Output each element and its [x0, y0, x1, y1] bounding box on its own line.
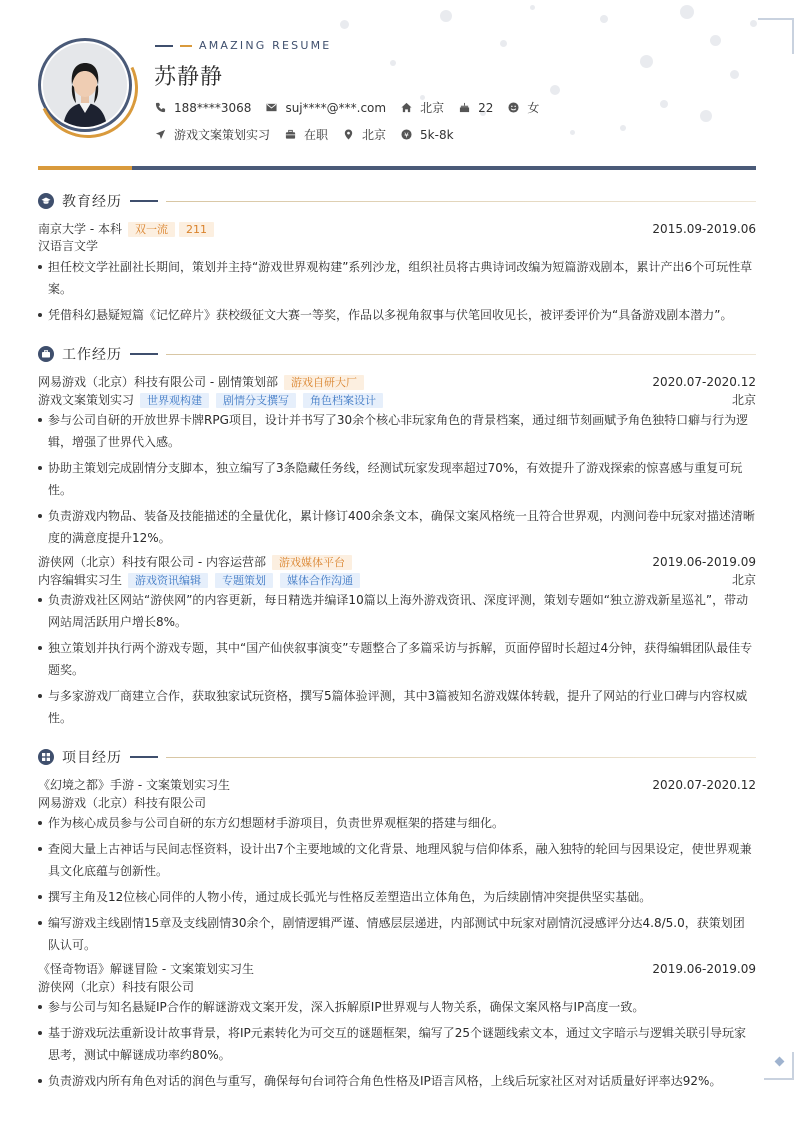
project-bullet: 撰写主角及12位核心同伴的人物小传，通过成长弧光与性格反差塑造出立体角色，为后续剧情冲突提供坚实基础。 [38, 886, 756, 908]
project-heading-line [38, 961, 756, 977]
education-tag: 211 [179, 222, 214, 237]
project-bullet: 负责游戏内所有角色对话的润色与重写，确保每句台词符合角色性格及IP语言风格，上线后玩家社区对对话质量好评率达92%。 [38, 1070, 756, 1092]
section-dash [130, 200, 158, 202]
project-company: 游侠网（北京）科技有限公司 [38, 980, 195, 994]
phone-text[interactable]: 188****3068 [174, 100, 252, 115]
home-icon [401, 102, 412, 113]
cake-icon [459, 102, 470, 113]
intent-city-text: 北京 [362, 128, 387, 142]
role-tag: 专题策划 [215, 573, 273, 588]
phone-item [155, 101, 251, 115]
section-header-education [38, 191, 756, 211]
education-major: 汉语言文学 [38, 239, 99, 253]
job-intent-row [155, 126, 469, 143]
project-bullet: 参与公司与知名悬疑IP合作的解谜游戏文案开发，深入拆解原IP世界观与人物关系，确保文案风格与IP高度一致。 [38, 996, 756, 1018]
svg-text:¥: ¥ [404, 130, 409, 140]
briefcase-icon [38, 346, 54, 362]
work-bullet: 负责游戏社区网站“游侠网”的内容更新，每日精选并编译10篇以上海外游戏资讯、深度评测，策划专题如“独立游戏新星巡礼”，带动网站周活跃用户增长8%。 [38, 589, 756, 633]
role-tag: 剧情分支撰写 [216, 393, 296, 408]
work-role-line [38, 572, 756, 588]
tagline [155, 39, 331, 52]
phone-icon [155, 102, 166, 113]
section-header-project [38, 747, 756, 767]
salary-item [401, 128, 454, 142]
section-line [166, 757, 756, 758]
education-tag: 双一流 [128, 222, 175, 237]
project-company-line [38, 979, 756, 995]
age-text: 22 [478, 100, 494, 115]
city-text: 北京 [420, 101, 445, 115]
work-heading-line [38, 554, 756, 570]
city-item [401, 99, 444, 116]
work-company: 网易游戏（北京）科技有限公司 - 剧情策划部 [38, 375, 278, 389]
role-tag: 媒体合作沟通 [280, 573, 360, 588]
project-heading-line [38, 777, 756, 793]
section-dash [130, 756, 158, 758]
intent-city-item [343, 126, 386, 143]
project-period: 2020.07-2020.12 [652, 778, 756, 792]
salary-text: 5k-8k [420, 127, 454, 142]
work-bullet: 与多家游戏厂商建立合作，获取独家试玩资格，撰写5篇体验评测，其中3篇被知名游戏媒体转载，提升了网站的行业口碑与内容权威性。 [38, 685, 756, 729]
project-title: 《幻境之都》手游 - 文案策划实习生 [38, 778, 230, 792]
project-company-line [38, 795, 756, 811]
education-period: 2015.09-2019.06 [652, 222, 756, 236]
section-header-work [38, 344, 756, 364]
avatar-ring [38, 38, 132, 132]
age-item [459, 101, 493, 115]
gender-item [508, 99, 539, 116]
education-bullet: 担任校文学社副社长期间，策划并主持“游戏世界观构建”系列沙龙，组织社员将古典诗词改编为短篇游戏剧本，累计产出6个可玩性草案。 [38, 256, 756, 300]
work-heading-line [38, 374, 756, 390]
work-company: 游侠网（北京）科技有限公司 - 内容运营部 [38, 555, 266, 569]
email-text[interactable]: suj****@***.com [285, 100, 387, 115]
work-period: 2020.07-2020.12 [652, 375, 756, 389]
contact-row [155, 99, 554, 116]
work-role-line [38, 392, 756, 408]
company-tag: 游戏自研大厂 [284, 375, 364, 390]
company-tag: 游戏媒体平台 [272, 555, 352, 570]
education-major-line [38, 238, 756, 254]
project-bullet: 查阅大量上古神话与民间志怪资料，设计出7个主要地域的文化背景、地理风貌与信仰体系，融入独特的轮回与因果设定，使世界观兼具文化底蕴与创新性。 [38, 838, 756, 882]
education-school: 南京大学 - 本科 [38, 222, 122, 236]
work-city: 北京 [731, 393, 756, 407]
corner-decoration-top [758, 18, 794, 54]
section-line [166, 201, 756, 202]
work-bullet: 独立策划并执行两个游戏专题，其中“国产仙侠叙事演变”专题整合了多篇采访与拆解，页面停留时长超过4分钟，获得编辑团队最佳专题奖。 [38, 637, 756, 681]
project-bullet: 作为核心成员参与公司自研的东方幻想题材手游项目，负责世界观框架的搭建与细化。 [38, 812, 756, 834]
section-title-work: 工作经历 [62, 347, 122, 363]
location-pin-icon [343, 129, 354, 140]
intent-position-text: 游戏文案策划实习 [174, 128, 271, 142]
send-icon [155, 129, 166, 140]
smiley-icon [508, 102, 519, 113]
header-divider-accent [38, 166, 132, 170]
status-text: 在职 [304, 128, 329, 142]
money-icon [401, 129, 412, 140]
briefcase-icon [285, 129, 296, 140]
work-bullet: 协助主策划完成剧情分支脚本，独立编写了3条隐藏任务线，经测试玩家发现率超过70%，有效提升了游戏探索的惊喜感与重复可玩性。 [38, 457, 756, 501]
project-title: 《怪奇物语》解谜冒险 - 文案策划实习生 [38, 962, 254, 976]
intent-position-item [155, 126, 270, 143]
tagline-text: AMAZING RESUME [199, 39, 332, 52]
project-company: 网易游戏（北京）科技有限公司 [38, 796, 207, 810]
avatar [43, 43, 127, 127]
work-city: 北京 [731, 573, 756, 587]
section-dash [130, 353, 158, 355]
gender-text: 女 [527, 101, 540, 115]
education-heading-line [38, 221, 756, 237]
work-role: 游戏文案策划实习 [38, 393, 135, 407]
section-line [166, 354, 756, 355]
role-tag: 世界观构建 [140, 393, 209, 408]
work-role: 内容编辑实习生 [38, 573, 123, 587]
mail-icon [266, 102, 277, 113]
graduation-cap-icon [38, 193, 54, 209]
work-bullet: 负责游戏内物品、装备及技能描述的全量优化，累计修订400余条文本，确保文案风格统一且符合世界观，内测问卷中玩家对描述清晰度的满意度提升12%。 [38, 505, 756, 549]
candidate-name: 苏静静 [154, 65, 224, 90]
project-bullet: 基于游戏玩法重新设计故事背景，将IP元素转化为可交互的谜题框架，编写了25个谜题线索文本，通过文字暗示与逻辑关联引导玩家思考，测试中解谜成功率约80%。 [38, 1022, 756, 1066]
project-period: 2019.06-2019.09 [652, 962, 756, 976]
role-tag: 角色档案设计 [303, 393, 383, 408]
status-item [285, 126, 328, 143]
tagline-dash-gold [180, 45, 192, 47]
section-title-project: 项目经历 [62, 750, 122, 766]
role-tag: 游戏资讯编辑 [128, 573, 208, 588]
project-bullet: 编写游戏主线剧情15章及支线剧情30余个，剧情逻辑严谨、情感层层递进，内部测试中玩家对剧情沉浸感评分达4.8/5.0，获策划团队认可。 [38, 912, 756, 956]
work-bullet: 参与公司自研的开放世界卡牌RPG项目，设计并书写了30余个核心非玩家角色的背景档案，通过细节刻画赋予角色独特口癖与行为逻辑，增强了世界代入感。 [38, 409, 756, 453]
work-period: 2019.06-2019.09 [652, 555, 756, 569]
grid-icon [38, 749, 54, 765]
header-divider-bar [38, 166, 756, 170]
tagline-dash-navy [155, 45, 173, 47]
email-item [266, 101, 386, 115]
education-bullet: 凭借科幻悬疑短篇《记忆碎片》获校级征文大赛一等奖，作品以多视角叙事与伏笔回收见长，被评委评价为“具备游戏剧本潜力”。 [38, 304, 756, 326]
section-title-education: 教育经历 [62, 194, 122, 210]
